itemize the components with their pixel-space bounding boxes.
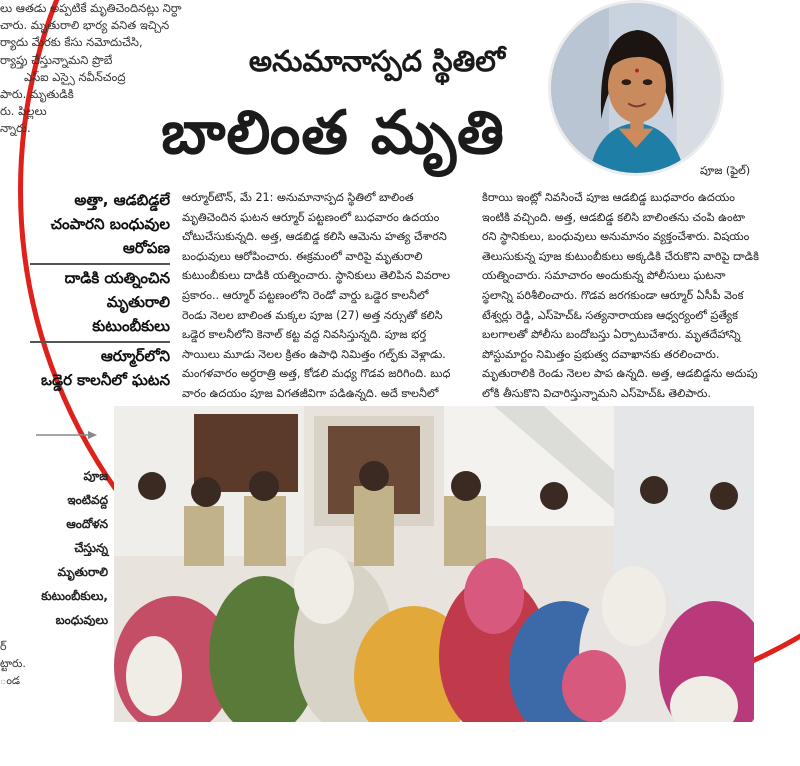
highlight-line: మృతురాలి — [106, 293, 170, 311]
body-line: కిరాయి ఇంట్లో నివసించే పూజ ఆడబిడ్డ బుధవారం ఉదయం — [482, 191, 735, 204]
highlight-divider — [30, 263, 170, 265]
body-line: మృతిచెందిన ఘటన ఆర్మూర్ పట్టణంలో బుధవారం ఉదయం — [182, 210, 440, 224]
body-line: యత్నించారు. సమాచారం అందుకున్న పోలీసులు ఘటనా — [482, 269, 726, 283]
crowd-image — [114, 406, 754, 722]
body-line: లోకి తీసుకొని విచారిస్తున్నామని ఎస్‌హెచ్‌ఓ తెలిపారు. — [482, 386, 711, 400]
article-kicker: అనుమానాస్పద స్థితిలో — [248, 44, 506, 78]
highlight-line: ఆర్మూర్‌లోని — [100, 347, 170, 365]
body-line: సాయిలు మూడు నెలల క్రితం ఉపాధి నిమిత్తం గల్ఫ్‌కు వెళ్లాడు. — [182, 347, 446, 361]
portrait-image — [551, 3, 721, 173]
fragment-line: ండ — [0, 674, 21, 687]
body-line: బంధువులు ఆరోపించారు. ఈక్రమంలో వారిపై మృతురాలి — [182, 249, 423, 263]
highlight-line: ఆరోపణ — [122, 239, 170, 257]
body-line: స్థలాన్ని పరిశీలించారు. గొడవ జరగకుండా ఆర్మూర్ ఏసీపీ వెంక — [482, 288, 744, 302]
highlight-line: ఒడ్డెర కాలనీలో ఘటన — [41, 371, 170, 389]
portrait-photo — [548, 0, 724, 176]
article-column-2 — [482, 188, 782, 404]
body-line: తెలుసుకున్న పూజ కుటుంబీకులు అక్కడికి చేరుకొని వారిపై దాడికి — [482, 249, 759, 263]
fragment-line: ఎస్ఐ ఎస్సై నవీన్‌చంద్ర — [24, 69, 126, 84]
fragment-line: ర్యాప్తు చేస్తున్నామని ప్రొబే — [0, 52, 113, 67]
fragment-line: పారు. మృతుడికి — [0, 87, 74, 102]
highlight-divider — [30, 341, 170, 343]
fragment-line: చారు. మృతురాలి భార్య వనిత ఇచ్చిన — [0, 18, 170, 33]
body-line: బలగాలతో పోలీసు బందోబస్తు ఏర్పాటుచేశారు. మృతదేహాన్ని — [482, 328, 741, 342]
article-column-1 — [182, 188, 472, 404]
body-line: ఆర్మూర్‌టౌన్, మే 21: అనుమానాస్పద స్థితిలో బాలింత — [182, 191, 414, 204]
body-line: మృతురాలికి రెండు నెలల పాప ఉన్నది. అత్త, ఆడబిడ్డను అదుపు — [482, 367, 758, 381]
photo-caption: పూజ (ఫైల్) — [700, 164, 751, 177]
caption-line: ఇంటివద్ద — [67, 493, 108, 507]
fragment-line: ట్టారు. — [0, 657, 26, 670]
right-arrow-icon — [36, 430, 98, 440]
body-line: రెండు నెలల బాలింత మక్కల పూజ (27) అత్త నర్సుతో కలిసి — [182, 308, 443, 322]
caption-line: మృతురాలి — [57, 565, 108, 579]
caption-line: బంధువులు — [55, 613, 108, 627]
bottom-left-fragments — [0, 638, 60, 689]
caption-line: ఆందోళన — [66, 517, 108, 531]
body-line: ఇంటికి వచ్చింది. అత్త, ఆడబిడ్డ కలిసి బాలింతను చంపి ఉంటా — [482, 210, 745, 224]
caption-line: కుటుంబీకులు, — [41, 589, 108, 603]
fragment-line: న్నారు. — [0, 121, 31, 136]
body-line: టేశ్వర్లు రెడ్డి, ఎస్‌హెచ్‌ఓ సత్యనారాయణ ఆధ్వర్యంలో ప్రత్యేక — [482, 308, 738, 322]
fragment-line: ర్ — [0, 640, 7, 653]
body-line: ప్రకారం.. ఆర్మూర్ పట్టణంలోని రెండో వార్డు ఒడ్డెర కాలనీలో — [182, 288, 429, 302]
highlight-3 — [41, 344, 170, 392]
highlight-line: అత్తా, ఆడబిడ్డలే — [74, 191, 170, 209]
crowd-photo — [114, 406, 754, 722]
fragment-line: రు. పిల్లలు — [0, 104, 47, 119]
body-line: చోటుచేసుకున్నది. అత్త, ఆడబిడ్డ కలిసి ఆమెను హత్య చేశారని — [182, 230, 447, 244]
body-line: వారం ఉదయం పూజ విగతజీవిగా పడిఉన్నది. అదే కాలనీలో — [182, 386, 439, 400]
caption-line: పూజ — [83, 469, 108, 483]
highlight-2 — [65, 266, 170, 338]
highlight-1 — [51, 188, 170, 260]
body-line: ఒడ్డెర కాలనీలోని కెనాల్ కట్ట వద్ద నివసిస్తున్నది. పూజ భర్త — [182, 328, 427, 342]
photo-side-caption — [0, 464, 108, 632]
body-line: పోస్టుమార్టం నిమిత్తం ప్రభుత్వ దవాఖానకు తరలించారు. — [482, 347, 720, 361]
highlight-line: దాడికి యత్నించిన — [64, 269, 170, 287]
body-line: రని స్థానికులు, బంధువులు అనుమానం వ్యక్తంచేశారు. విషయం — [482, 230, 750, 244]
article-headline: బాలింత మృతి — [161, 98, 505, 168]
fragment-line: లు ఆతడు అప్పటికే మృతిచెందినట్లు నిర్ధా — [0, 1, 182, 15]
body-line: మంగళవారం అర్ధరాత్రి అత్త, కోడలి మధ్య గొడవ జరిగింది. బుధ — [182, 367, 451, 381]
caption-line: చేస్తున్న — [74, 541, 108, 555]
fragment-line: ర్యాదు మేరకు కేసు నమోదుచేసి, — [0, 35, 143, 50]
highlight-line: చంపారని బంధువుల — [50, 215, 170, 233]
body-line: కుటుంబీకులు దాడికి యత్నించారు. స్థానికులు తెలిపిన వివరాల — [182, 269, 451, 283]
highlight-line: కుటుంబీకులు — [92, 317, 170, 335]
